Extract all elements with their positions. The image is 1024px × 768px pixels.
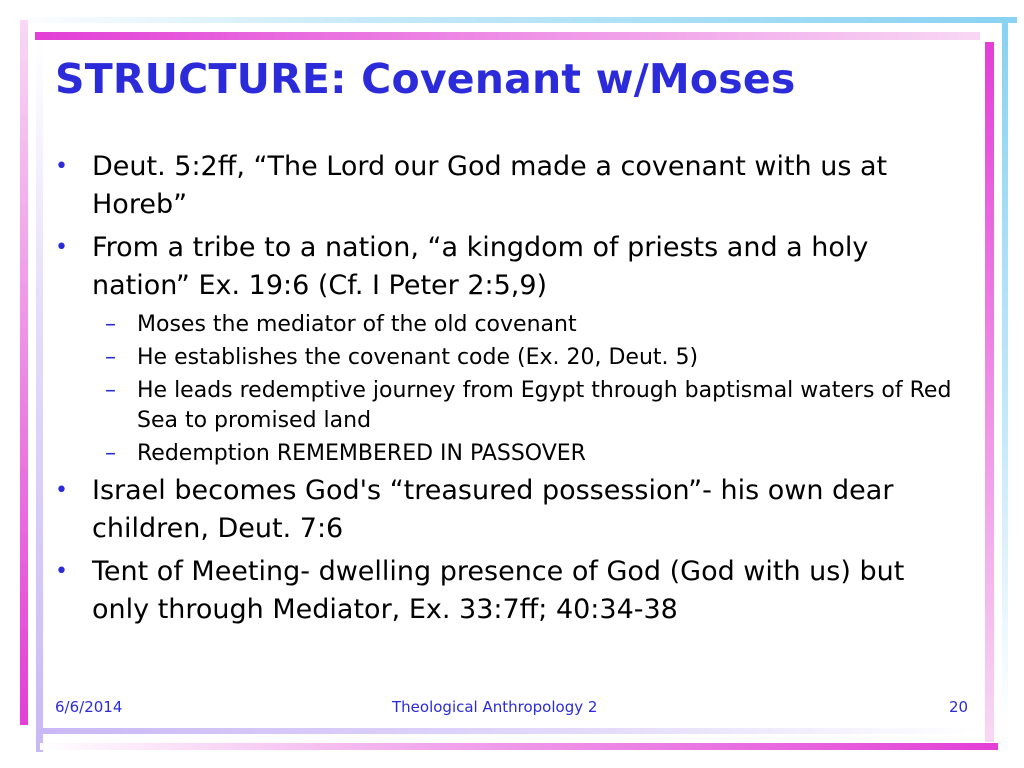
bottom-pink-stripe bbox=[40, 743, 998, 750]
sub-bullet-marker: – bbox=[105, 378, 116, 403]
bullet-item bbox=[55, 229, 965, 305]
sub-bullet-item bbox=[55, 376, 965, 436]
sub-bullet-text: He establishes the covenant code (Ex. 20, Deut. 5) bbox=[137, 345, 699, 370]
top-cyan-stripe bbox=[5, 17, 1017, 23]
footer-date: 6/6/2014 bbox=[55, 698, 123, 716]
sub-bullet-marker: – bbox=[105, 345, 116, 370]
bullet-marker: • bbox=[55, 478, 68, 503]
slide-title: STRUCTURE: Covenant w/Moses bbox=[55, 55, 796, 103]
bullet-marker: • bbox=[55, 235, 68, 260]
bullet-text: From a tribe to a nation, “a kingdom of priests and a holy nation” Ex. 19:6 (Cf. I Peter 2:5,9) bbox=[92, 232, 869, 301]
sub-bullet-item bbox=[55, 439, 965, 469]
bullet-marker: • bbox=[55, 154, 68, 179]
bullet-text: Israel becomes God's “treasured possession”- his own dear children, Deut. 7:6 bbox=[92, 475, 894, 544]
bullet-text: Tent of Meeting- dwelling presence of God (God with us) but only through Mediator, Ex. 33:7ff; 40:34-38 bbox=[92, 556, 905, 625]
bullet-item bbox=[55, 472, 965, 548]
sub-bullet-item bbox=[55, 343, 965, 373]
slide-body bbox=[55, 148, 965, 634]
sub-bullet-item bbox=[55, 310, 965, 340]
bottom-lavender-stripe bbox=[40, 728, 985, 734]
sub-bullet-marker: – bbox=[105, 441, 116, 466]
sub-bullet-marker: – bbox=[105, 312, 116, 337]
bullet-text: Deut. 5:2ff, “The Lord our God made a covenant with us at Horeb” bbox=[92, 151, 888, 220]
sub-bullet-text: Moses the mediator of the old covenant bbox=[137, 312, 577, 337]
right-cyan-stripe bbox=[1002, 22, 1008, 722]
page-number: 20 bbox=[949, 698, 969, 716]
left-lavender-stripe bbox=[36, 40, 43, 752]
bullet-item bbox=[55, 553, 965, 629]
sub-bullet-text: He leads redemptive journey from Egypt through baptismal waters of Red Sea to promised land bbox=[137, 378, 952, 433]
top-pink-stripe bbox=[35, 32, 980, 40]
bullet-item bbox=[55, 148, 965, 224]
bullet-marker: • bbox=[55, 559, 68, 584]
left-pink-stripe bbox=[20, 20, 28, 725]
right-pink-stripe bbox=[985, 42, 994, 742]
sub-bullet-text: Redemption REMEMBERED IN PASSOVER bbox=[137, 441, 586, 466]
footer-title: Theological Anthropology 2 bbox=[392, 698, 598, 716]
